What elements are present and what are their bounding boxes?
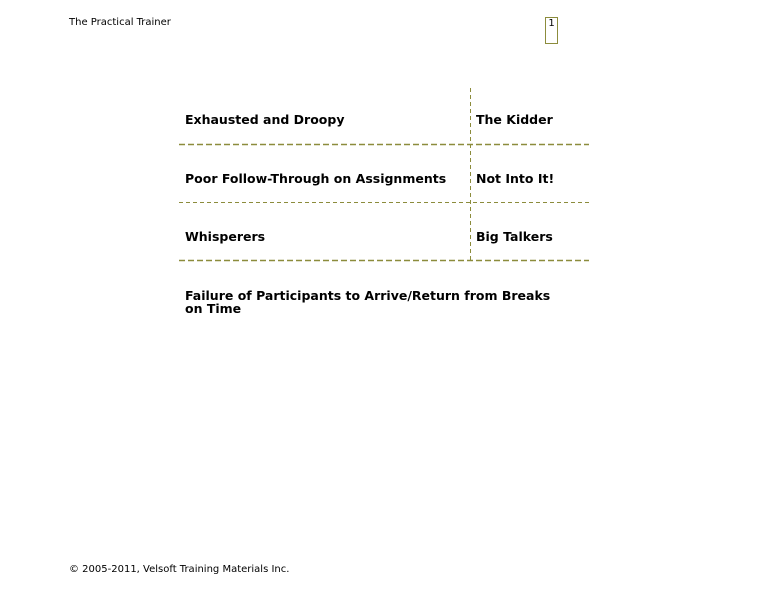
topic-row-3-right: Big Talkers (476, 229, 553, 244)
topic-final-item: Failure of Participants to Arrive/Return from Breaks on Time (185, 288, 551, 316)
topic-row-1-left: Exhausted and Droopy (185, 112, 345, 127)
topic-row-2-right: Not Into It! (476, 171, 555, 186)
page-number-box: 1 (545, 17, 558, 44)
footer-copyright: © 2005-2011, Velsoft Training Materials Inc. (69, 564, 290, 575)
topic-row-1-right: The Kidder (476, 112, 553, 127)
page-header-title: The Practical Trainer (69, 17, 171, 28)
topic-row-3-left: Whisperers (185, 229, 266, 244)
topic-row-2-left: Poor Follow-Through on Assignments (185, 171, 447, 186)
